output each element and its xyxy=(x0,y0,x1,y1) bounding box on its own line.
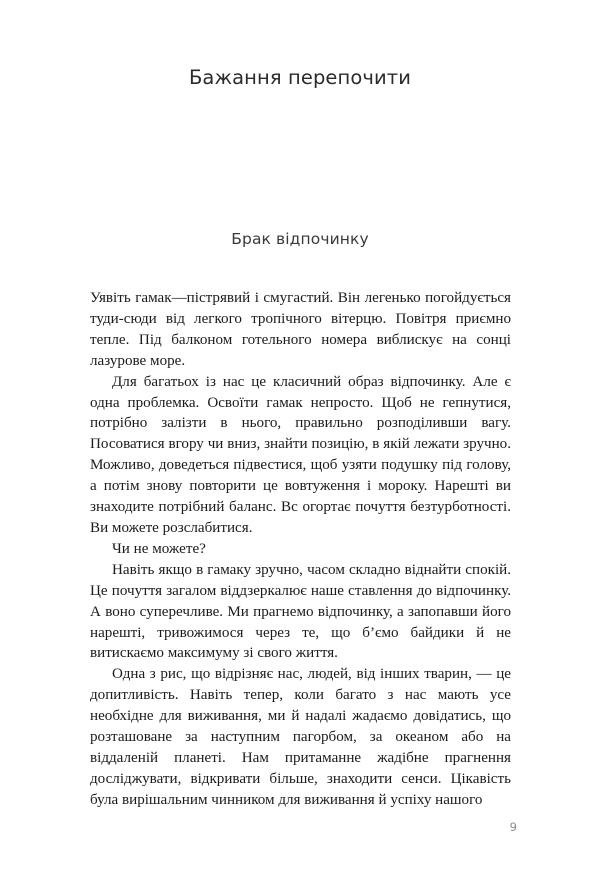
body-text-column xyxy=(90,288,511,811)
paragraph: Уявіть гамак—пістрявий і смугастий. Він легенько погойдується туди-сюди від легкого тропічного вітерцю. Повітря приємно тепле. Під балконом готельного номера виблискує на сонці лазурове море. xyxy=(90,290,511,369)
section-title: Брак відпочинку xyxy=(231,230,369,248)
paragraph: Для багатьох із нас це класичний образ відпочинку. Але є одна проблемка. Освоїти гамак непросто. Щоб не гепнутися, потрібно залізти в нього, правильно розподіливши вагу. Посоватися вгору чи вниз, знайти позицію, в якій лежати зручно. Можливо, доведеться підвестися, щоб узяти подушку під голову, а потім знову повторити це вовтуження і мороку. Нарешті ви знаходите потрібний баланс. Вс огортає почуття безтурботності. Ви можете розслабитися. xyxy=(90,373,511,536)
page-number: 9 xyxy=(509,820,517,834)
paragraph: Чи не можете? xyxy=(112,540,206,557)
paragraph: Навіть якщо в гамаку зручно, часом складно віднайти спокій. Це почуття загалом віддзеркалює наше ставлення до відпочинку. А воно суперечливе. Ми прагнемо відпочинку, а запопавши його нарешті, тривожимося через те, що б’ємо байдики й не витискаємо максимуму зі свого життя. xyxy=(90,561,511,662)
paragraph: Одна з рис, що відрізняє нас, людей, від інших тварин, — це допитливість. Навіть тепер, коли багато з нас мають усе необхідне для виживання, ми й надалі жадаємо довідатись, що розташоване за наступним пагорбом, за океаном або на віддаленій планеті. Нам притаманне жадібне прагнення досліджувати, відкривати більше, знаходити сенси. Цікавість була вирішальним чинником для виживання й успіху нашого xyxy=(90,666,511,808)
chapter-title: Бажання перепочити xyxy=(188,66,412,89)
